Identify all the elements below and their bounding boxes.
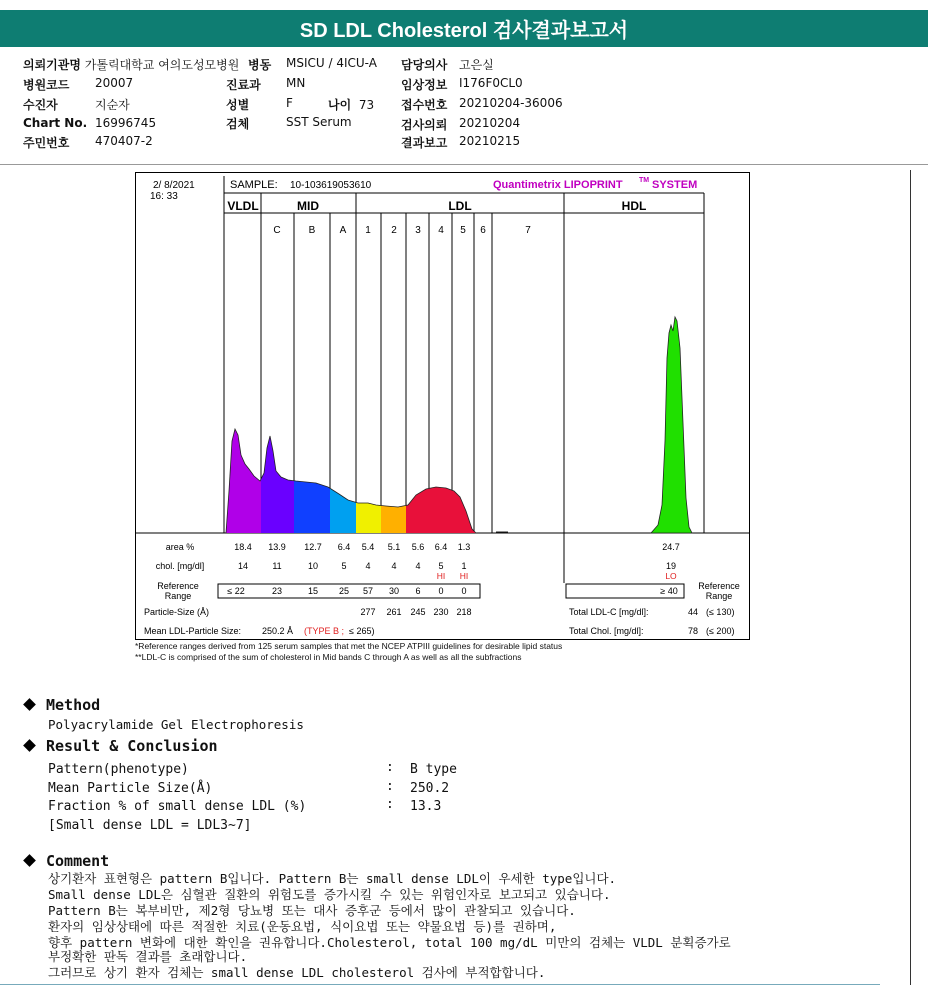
mean-type: (TYPE B ; <box>304 626 345 636</box>
area-value: 5.6 <box>411 542 425 552</box>
info-value: 20210215 <box>459 134 521 148</box>
result-label: Fraction % of small dense LDL (%) <box>48 799 307 814</box>
brand-name: Quantimetrix LIPOPRINT <box>493 179 623 191</box>
report-time: 16: 33 <box>150 191 178 202</box>
info-value: 20210204-36006 <box>459 96 563 110</box>
ref-label: Reference <box>157 581 199 591</box>
info-value: F <box>286 96 293 110</box>
band-b: B <box>308 225 316 236</box>
diamond-bullet-icon <box>23 698 36 711</box>
info-value: 20210204 <box>459 116 521 130</box>
row-label-area: area % <box>165 542 195 552</box>
lipoprint-figure <box>136 173 749 639</box>
group-hdl: HDL <box>621 199 647 213</box>
ref-value: 0 <box>438 586 444 596</box>
method-heading-text: Method <box>46 696 101 714</box>
area-value: 6.4 <box>434 542 448 552</box>
info-sex <box>226 96 249 113</box>
info-institution <box>23 56 239 73</box>
curve-ldl1 <box>356 413 381 533</box>
mean-label: Mean LDL-Particle Size: <box>144 626 242 636</box>
info-label: 임상정보 <box>401 78 448 92</box>
info-resident-no <box>23 134 69 151</box>
footnote-1: *Reference ranges derived from 125 serum samples that met the NCEP ATPIII guidelines for desirable lipid status <box>135 641 563 651</box>
flag-hi: HI <box>459 571 469 581</box>
chol-value: 4 <box>365 561 371 571</box>
chol-hdl: 19 <box>665 561 677 571</box>
info-label: 나이 <box>328 98 352 112</box>
ref-value: 57 <box>362 586 374 596</box>
band-4: 4 <box>438 225 444 236</box>
bottom-border <box>0 984 880 985</box>
info-label: 결과보고 <box>401 136 448 150</box>
info-hospital-code <box>23 76 69 93</box>
info-value: 지순자 <box>95 98 130 112</box>
curve-hdl <box>651 317 692 533</box>
result-label: Pattern(phenotype) <box>48 762 189 777</box>
row-label-chol: chol. [mg/dl] <box>155 561 205 571</box>
ref-value: 25 <box>338 586 350 596</box>
result-colon: : <box>386 797 394 812</box>
info-label: 병동 <box>248 58 272 72</box>
info-label: 검체 <box>226 117 250 131</box>
area-value: 18.4 <box>234 542 252 552</box>
info-clinical <box>401 76 447 93</box>
info-value: 20007 <box>95 76 134 90</box>
total-chol-label: Total Chol. [mg/dl]: <box>569 626 644 636</box>
method-text: Polyacrylamide Gel Electrophoresis <box>48 717 304 732</box>
result-note: [Small dense LDL = LDL3~7] <box>48 818 252 833</box>
result-value: B type <box>410 762 457 777</box>
info-value: I176F0CL0 <box>459 76 523 90</box>
info-value: 고은실 <box>459 58 494 72</box>
info-label: Chart No. <box>23 116 88 130</box>
info-label: 담당의사 <box>401 58 448 72</box>
curve-mid-a <box>330 413 356 533</box>
info-ward <box>248 56 271 73</box>
psize-value: 230 <box>433 607 449 617</box>
info-request-date <box>401 116 447 133</box>
diamond-bullet-icon <box>23 739 36 752</box>
result-label: Mean Particle Size(Å) <box>48 781 213 796</box>
chol-value: 10 <box>307 561 319 571</box>
result-heading-text: Result & Conclusion <box>46 737 218 755</box>
ref-value: 23 <box>271 586 283 596</box>
info-value: MN <box>286 76 306 90</box>
band-2: 2 <box>391 225 397 236</box>
chol-value: 11 <box>272 561 282 571</box>
comment-heading <box>25 852 109 870</box>
brand-tm: TM <box>639 177 650 184</box>
report-title: SD LDL Cholesterol 검사결과보고서 <box>0 10 928 47</box>
chol-value: 4 <box>391 561 397 571</box>
ref-value: 6 <box>415 586 421 596</box>
chol-value: 4 <box>415 561 421 571</box>
info-value: SST Serum <box>286 115 352 129</box>
area-value: 13.9 <box>268 542 286 552</box>
area-value: 5.1 <box>387 542 401 552</box>
mean-ref: ≤ 265) <box>349 626 375 636</box>
info-label: 성별 <box>226 98 250 112</box>
band-5: 5 <box>460 225 466 236</box>
ref-label: Range <box>164 591 192 601</box>
ref-hdl: ≥ 40 <box>660 586 678 596</box>
info-value: 가톨릭대학교 여의도성모병원 <box>84 58 240 72</box>
group-mid: MID <box>297 199 319 213</box>
info-chart-no <box>23 116 87 130</box>
total-chol-ref: (≤ 200) <box>706 626 735 636</box>
comment-heading-text: Comment <box>46 852 110 870</box>
info-department <box>226 76 261 93</box>
sample-id: 10-103619053610 <box>290 180 372 191</box>
comment-line: 그러므로 상기 환자 검체는 small dense LDL cholesterol 검사에 부적합합니다. <box>48 965 546 980</box>
info-receipt-no <box>401 96 447 113</box>
info-value: MSICU / 4ICU-A <box>286 56 377 70</box>
total-ldl-ref: (≤ 130) <box>706 607 735 617</box>
info-label: 접수번호 <box>401 98 448 112</box>
band-7: 7 <box>525 225 531 236</box>
mean-value: 250.2 Å <box>262 626 294 636</box>
psize-value: 218 <box>456 607 472 617</box>
info-label: 수진자 <box>23 98 58 112</box>
info-label: 진료과 <box>226 78 261 92</box>
curve-mid-b <box>294 413 330 533</box>
flag-lo: LO <box>665 571 677 581</box>
band-3: 3 <box>415 225 421 236</box>
band-a: A <box>339 225 347 236</box>
comment-line: 부정확한 판독 결과를 초래합니다. <box>48 949 248 964</box>
info-patient <box>23 96 58 113</box>
divider <box>0 164 928 165</box>
footnote-2: **LDL-C is comprised of the sum of cholesterol in Mid bands C through A as well as all the subfractions <box>135 652 522 662</box>
ref-right-label: Range <box>705 591 733 601</box>
info-label: 의뢰기관명 <box>23 58 81 72</box>
band-6: 6 <box>480 225 486 236</box>
ref-right-label: Reference <box>698 581 740 591</box>
info-value: 73 <box>358 98 375 112</box>
curve-vldl <box>224 413 261 533</box>
area-value: 12.7 <box>304 542 322 552</box>
curve-ldl2 <box>381 413 406 533</box>
result-heading <box>25 737 218 755</box>
band-1: 1 <box>365 225 371 236</box>
flag-hi: HI <box>436 571 446 581</box>
report-date: 2/ 8/2021 <box>153 180 195 191</box>
comment-line: 환자의 임상상태에 따른 적절한 치료(운동요법, 식이요법 또는 약물요법 등)를 권하며, <box>48 919 557 934</box>
area-hdl: 24.7 <box>662 542 680 552</box>
psize-value: 261 <box>386 607 402 617</box>
info-label: 검사의뢰 <box>401 118 448 132</box>
page-border <box>910 170 911 985</box>
result-value: 13.3 <box>410 799 442 814</box>
comment-line: 상기환자 표현형은 pattern B입니다. Pattern B는 small dense LDL이 우세한 type입니다. <box>48 871 617 886</box>
info-label: 주민번호 <box>23 136 70 150</box>
chol-value: 1 <box>461 561 467 571</box>
info-specimen <box>226 115 249 132</box>
area-value: 1.3 <box>457 542 471 552</box>
total-ldl-label: Total LDL-C [mg/dl]: <box>569 607 649 617</box>
comment-line: Small dense LDL은 심혈관 질환의 위험도를 증가시킬 수 있는 위험인자로 보고되고 있습니다. <box>48 887 611 902</box>
ref-value: 15 <box>307 586 319 596</box>
area-value: 5.4 <box>361 542 375 552</box>
curve-ldl3-7 <box>406 413 506 533</box>
info-report-date <box>401 134 447 151</box>
area-value: 6.4 <box>337 542 351 552</box>
total-chol-value: 78 <box>688 626 699 636</box>
group-vldl: VLDL <box>227 199 259 213</box>
ref-value: 30 <box>388 586 400 596</box>
info-value: 470407-2 <box>95 134 153 148</box>
info-age <box>328 96 374 113</box>
result-colon: : <box>386 760 394 775</box>
chol-value: 14 <box>237 561 249 571</box>
chol-value: 5 <box>438 561 444 571</box>
group-ldl: LDL <box>448 199 472 213</box>
psize-value: 277 <box>360 607 376 617</box>
method-heading <box>25 696 100 714</box>
comment-line: Pattern B는 복부비만, 제2형 당뇨병 또는 대사 증후군 등에서 많이 관찰되고 있습니다. <box>48 903 576 918</box>
info-value: 16996745 <box>95 116 157 130</box>
sample-label: SAMPLE: <box>230 179 278 191</box>
brand-suffix: SYSTEM <box>652 179 698 191</box>
ref-value: ≤ 22 <box>227 586 245 596</box>
ref-value: 0 <box>461 586 467 596</box>
info-doctor <box>401 56 447 73</box>
psize-value: 245 <box>410 607 426 617</box>
comment-line: 향후 pattern 변화에 대한 확인을 권유합니다.Cholesterol, total 100 mg/dL 미만의 검체는 VLDL 분획증가로 <box>48 935 731 950</box>
result-value: 250.2 <box>410 781 450 796</box>
info-label: 병원코드 <box>23 78 70 92</box>
lipoprint-report <box>135 172 750 640</box>
band-c: C <box>273 225 281 236</box>
total-ldl-value: 44 <box>688 607 699 617</box>
diamond-bullet-icon <box>23 854 36 867</box>
chol-value: 5 <box>341 561 347 571</box>
psize-label: Particle-Size (Å) <box>144 607 210 617</box>
result-colon: : <box>386 779 394 794</box>
